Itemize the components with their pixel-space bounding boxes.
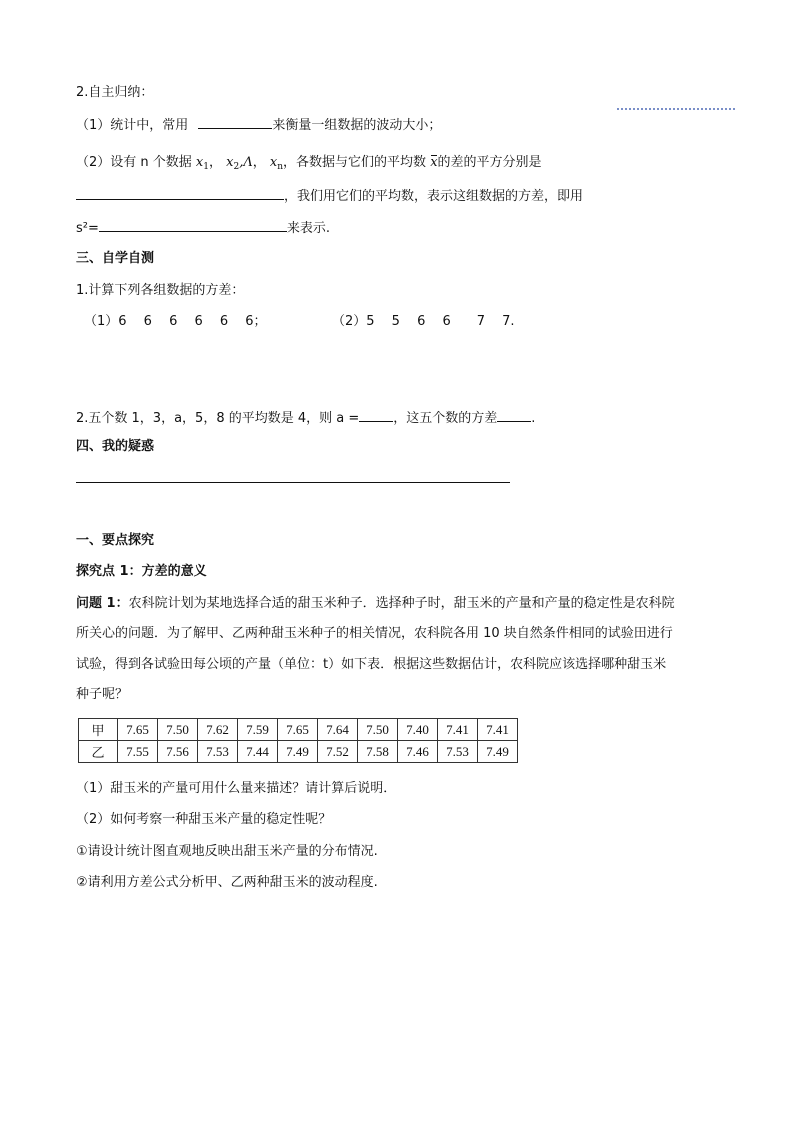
table-row-yi (79, 741, 518, 763)
var-x2: $x_2$ (226, 155, 240, 172)
table-cell: 7.49 (278, 741, 318, 763)
table-cell: 7.59 (238, 719, 278, 741)
table-cell: 7.40 (398, 719, 438, 741)
squared-differences-blank[interactable] (76, 187, 284, 200)
section-4-heading: 四、我的疑惑 (76, 439, 155, 454)
topic-heading: 探究点 1：方差的意义 (76, 564, 207, 579)
table-cell: 7.62 (198, 719, 238, 741)
section-3-heading: 三、自学自测 (76, 251, 155, 266)
problem-text-1: 农科院计划为某地选择合适的甜玉米种子．选择种子时，甜玉米的产量和产量的稳定性是农科院 (128, 596, 675, 611)
table-row-jia (79, 719, 518, 741)
sub-question-2: （2）如何考察一种甜玉米产量的稳定性呢？ (76, 812, 332, 827)
row-label: 甲 (79, 719, 118, 741)
problem-line-4: 种子呢？ (76, 687, 129, 702)
table-cell: 7.56 (158, 741, 198, 763)
problem-label: 问题 1： (76, 596, 129, 611)
problem-line-3: 试验，得到各试验田每公顷的产量（单位：t）如下表．根据这些数据估计，农科院应该选择哪种甜玉米 (76, 657, 667, 672)
a-value-blank[interactable] (359, 409, 393, 422)
table-cell: 7.65 (278, 719, 318, 741)
line2-suffix: ，我们用它们的平均数，表示这组数据的方差，即用 (284, 189, 584, 204)
var-x1: $x_1$ (195, 155, 209, 172)
variance-formula-blank[interactable] (99, 219, 287, 232)
question-2-line: （2）设有 n 个数据 $x_1$， $x_2,\Lambda$， $x_n$，各数据与它们的平均数 x的差的平方分别是 (76, 155, 542, 172)
yield-table (78, 718, 518, 763)
table-cell: 7.58 (358, 741, 398, 763)
table-cell: 7.49 (478, 741, 518, 763)
q1-answer-blank[interactable] (198, 116, 272, 129)
variance-answer-blank[interactable] (497, 409, 531, 422)
dotted-separator (617, 108, 735, 110)
question-1-line (76, 116, 441, 135)
variance-formula-line (76, 219, 330, 238)
section-2-heading: 2.自主归纳： (76, 85, 154, 100)
table-cell: 7.64 (318, 719, 358, 741)
s2-prefix: s²= (76, 221, 99, 236)
sub-question-2a: ①请设计统计图直观地反映出甜玉米产量的分布情况. (76, 844, 378, 859)
q1-prefix: （1）统计中，常用 (76, 118, 189, 133)
sub-question-2b: ②请利用方差公式分析甲、乙两种甜玉米的波动程度. (76, 875, 378, 890)
mean-symbol: x (430, 155, 438, 170)
var-xn: $x_n$ (269, 155, 284, 172)
problem-line-2: 所关心的问题．为了解甲、乙两种甜玉米种子的相关情况，农科院各用 10 块自然条件相同的试验田进行 (76, 626, 673, 641)
row-label: 乙 (79, 741, 118, 763)
table-cell: 7.46 (398, 741, 438, 763)
problem-line-1 (76, 595, 675, 613)
table-cell: 7.53 (438, 741, 478, 763)
data-set-1: （1）6 6 6 6 6 6； (84, 314, 267, 329)
table-cell: 7.52 (318, 741, 358, 763)
doubts-answer-line[interactable] (76, 482, 510, 483)
q2-middle: ，这五个数的方差 (393, 411, 498, 426)
table-cell: 7.50 (158, 719, 198, 741)
table-cell: 7.50 (358, 719, 398, 741)
sub-question-1: （1）甜玉米的产量可用什么量来描述？请计算后说明． (76, 781, 397, 796)
section-3-question-1: 1.计算下列各组数据的方差： (76, 283, 245, 298)
table-cell: 7.55 (118, 741, 158, 763)
ellipsis-symbol: ,Λ (239, 155, 253, 170)
data-set-2: （2）5 5 6 6 7 7. (332, 314, 515, 329)
q2-middle: ，各数据与它们的平均数 (283, 155, 427, 170)
table-cell: 7.53 (198, 741, 238, 763)
table-cell: 7.41 (438, 719, 478, 741)
table-cell: 7.41 (478, 719, 518, 741)
q2-suffix: 的差的平方分别是 (437, 155, 542, 170)
q1-suffix: 来衡量一组数据的波动大小； (272, 118, 442, 133)
q2-suffix: . (531, 411, 536, 426)
part-1-heading: 一、要点探究 (76, 533, 155, 548)
s2-suffix: 来表示. (286, 221, 331, 236)
question-2-line-2 (76, 187, 583, 206)
q2-prefix: （2）设有 n 个数据 (76, 155, 192, 170)
table-cell: 7.44 (238, 741, 278, 763)
section-3-question-2 (76, 409, 535, 428)
table-cell: 7.65 (118, 719, 158, 741)
q2-prefix: 2.五个数 1，3，a，5，8 的平均数是 4，则 a = (76, 411, 360, 426)
